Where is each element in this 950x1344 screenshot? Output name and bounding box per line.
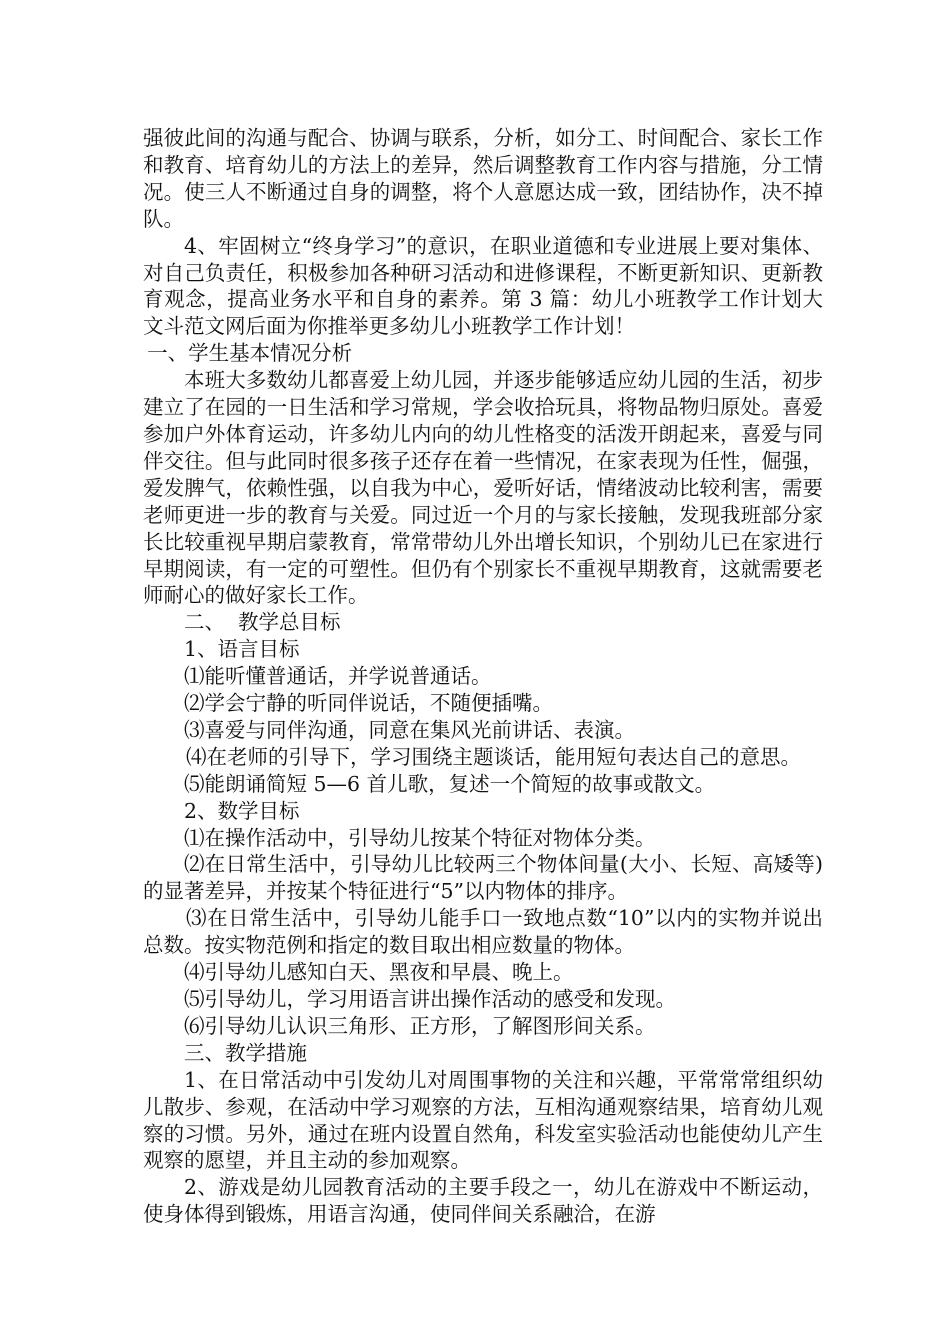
subheading-language-goals: 1、语言目标 xyxy=(184,637,300,662)
list-item-math-3: ⑶在日常生活中，引导幼儿能手口一致地点数“10”以内的实物并说出总数。按实物范例和指定的数目取出相应数量的物体。 xyxy=(143,906,823,958)
paragraph-class-situation: 本班大多数幼儿都喜爱上幼儿园，并逐步能够适应幼儿园的生活，初步建立了在园的一日生活和学习常规，学会收拾玩具，将物品物归原处。喜爱参加户外体育运动，许多幼儿内向的幼儿性格变的活泼开朗起来，喜爱与同伴交往。但与此同时很多孩子还存在着一些情况，在家表现为任性，倔强，爱发脾气，依赖性强，以自我为中心，爱听好话，情绪波动比较利害，需要老师更进一步的教育与关爱。同过近一个月的与家长接触，发现我班部分家长比较重视早期启蒙教育，常常带幼儿外出增长知识，个别幼儿已在家进行早期阅读，有一定的可塑性。但仍有个别家长不重视早期教育，这就需要老师耐心的做好家长工作。 xyxy=(143,368,823,608)
paragraph-continuation: 强彼此间的沟通与配合、协调与联系，分析，如分工、时间配合、家长工作和教育、培育幼儿的方法上的差异，然后调整教育工作内容与措施，分工情况。使三人不断通过自身的调整，将个人意愿达成一致，团结协作，决不掉队。 xyxy=(143,126,823,231)
list-item-language-5: ⑸能朗诵简短 5—6 首儿歌，复述一个简短的故事或散文。 xyxy=(184,771,716,796)
list-item-math-6: ⑹引导幼儿认识三角形、正方形，了解图形间关系。 xyxy=(184,1013,656,1038)
subheading-math-goals: 2、数学目标 xyxy=(184,798,300,823)
list-item-language-1: ⑴能听懂普通话，并学说普通话。 xyxy=(184,664,492,689)
list-item-language-2: ⑵学会宁静的听同伴说话，不随便插嘴。 xyxy=(184,691,553,716)
list-item-language-3: ⑶喜爱与同伴沟通，同意在集风光前讲话、表演。 xyxy=(184,717,635,742)
list-item-math-4: ⑷引导幼儿感知白天、黑夜和早晨、晚上。 xyxy=(184,960,574,985)
section-heading-teaching-goals: 二、 教学总目标 xyxy=(184,610,341,635)
paragraph-measure-2: 2、游戏是幼儿园教育活动的主要手段之一，幼儿在游戏中不断运动，使身体得到锻炼，用语言沟通，使同伴间关系融洽，在游 xyxy=(143,1175,823,1227)
list-item-math-5: ⑸引导幼儿，学习用语言讲出操作活动的感受和发现。 xyxy=(184,987,676,1011)
paragraph-measure-1: 1、在日常活动中引发幼儿对周围事物的关注和兴趣，平常常常组织幼儿散步、参观，在活动中学习观察的方法，互相沟通观察结果，培育幼儿观察的习惯。另外，通过在班内设置自然角，科发室实验活动也能使幼儿产生观察的愿望，并且主动的参加观察。 xyxy=(143,1067,823,1173)
list-item-math-2: ⑵在日常生活中，引导幼儿比较两三个物体间量(大小、长短、高矮等)的显著差异，并按某个特征进行“5”以内物体的排序。 xyxy=(143,852,823,904)
list-item-language-4: ⑷在老师的引导下，学习围绕主题谈话，能用短句表达自己的意思。 xyxy=(186,744,802,769)
paragraph-lifelong-learning: 4、牢固树立“终身学习”的意识，在职业道德和专业进展上要对集体、对自己负责任，积极参加各种研习活动和进修课程，不断更新知识、更新教育观念，提高业务水平和自身的素养。第 3 篇：幼儿小班教学工作计划大文斗范文网后面为你推举更多幼儿小班教学工作计划！ xyxy=(143,233,823,339)
document-page xyxy=(143,125,823,1228)
section-heading-student-analysis: 一、学生基本情况分析 xyxy=(147,341,353,366)
section-heading-teaching-measures: 三、教学措施 xyxy=(184,1040,307,1065)
list-item-math-1: ⑴在操作活动中，引导幼儿按某个特征对物体分类。 xyxy=(184,825,656,850)
